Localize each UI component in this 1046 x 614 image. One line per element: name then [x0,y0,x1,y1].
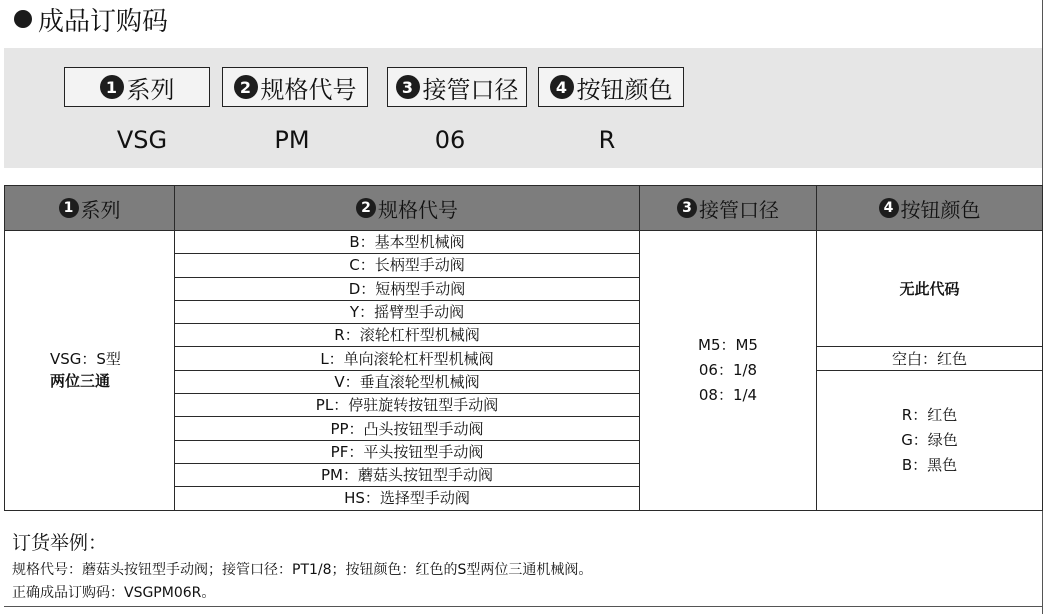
code-box-spec [222,67,368,107]
number-1-icon: 1 [59,198,79,218]
order-example-title: 订货举例： [12,532,108,554]
section-heading-text: 成品订购码 [38,6,169,37]
spec-item: PL：停驻旋转按钮型手动阀 [175,394,640,417]
number-4-icon: 4 [550,75,574,99]
code-box-series [64,67,210,107]
number-2-icon: 2 [234,75,258,99]
bottom-border-line [4,606,1043,607]
spec-item: R：滚轮杠杆型机械阀 [175,324,640,347]
series-cell [5,231,175,511]
pipe-size-item: M5：M5 [698,335,758,354]
header-label: 按钮颜色 [900,197,981,222]
color-item: B：黑色 [901,455,958,474]
color-blank-cell: 空白：红色 [817,347,1043,370]
header-series [5,186,175,231]
bullet-dot-icon [14,10,32,28]
spec-item: HS：选择型手动阀 [175,487,640,510]
header-label: 系列 [80,197,121,222]
order-example-line-1: 规格代号：蘑菇头按钮型手动阀；接管口径：PT1/8；按钮颜色：红色的S型两位三通机械阀。 [12,562,593,578]
code-box-label: 按钮颜色 [576,75,673,104]
header-color [817,186,1043,231]
code-box-pipe [387,67,527,107]
code-box-label: 接管口径 [422,75,519,104]
spec-item: V：垂直滚轮型机械阀 [175,370,640,393]
spec-item: PM：蘑菇头按钮型手动阀 [175,463,640,486]
header-spec [175,186,640,231]
number-2-icon: 2 [356,198,376,218]
number-1-icon: 1 [100,75,124,99]
number-3-icon: 3 [677,198,697,218]
section-heading [14,0,168,38]
header-pipe [640,186,817,231]
order-code-panel [4,48,1042,168]
code-value-color: R [598,126,616,154]
table-header-row [5,186,1043,231]
spec-item: L：单向滚轮杠杆型机械阀 [175,347,640,370]
spec-item: B：基本型机械阀 [175,231,640,254]
spec-item: D：短柄型手动阀 [175,277,640,300]
spec-table [4,185,1043,511]
color-item: G：绿色 [901,430,958,449]
code-box-label: 系列 [126,75,175,104]
pipe-size-item: 08：1/4 [698,385,758,404]
spec-item: PF：平头按钮型手动阀 [175,440,640,463]
number-4-icon: 4 [879,198,899,218]
series-line-1: VSG：S型 [50,350,121,369]
color-none-cell: 无此代码 [817,231,1043,347]
number-3-icon: 3 [396,75,420,99]
header-label: 规格代号 [378,197,458,222]
pipe-size-cell [640,231,817,511]
pipe-size-item: 06：1/8 [698,360,758,379]
code-value-series: VSG [116,126,168,154]
spec-item: PP：凸头按钮型手动阀 [175,417,640,440]
spec-item: Y：摇臂型手动阀 [175,300,640,323]
code-box-color [538,67,684,107]
code-value-spec: PM [274,126,310,154]
series-line-2: 两位三通 [50,372,111,391]
color-list-cell [817,370,1043,510]
spec-item: C：长柄型手动阀 [175,254,640,277]
table-row [5,231,1043,254]
code-box-label: 规格代号 [260,75,357,104]
color-item: R：红色 [901,405,958,424]
code-value-pipe: 06 [434,126,466,154]
order-example-line-2: 正确成品订购码：VSGPM06R。 [12,585,216,601]
header-label: 接管口径 [699,197,779,222]
